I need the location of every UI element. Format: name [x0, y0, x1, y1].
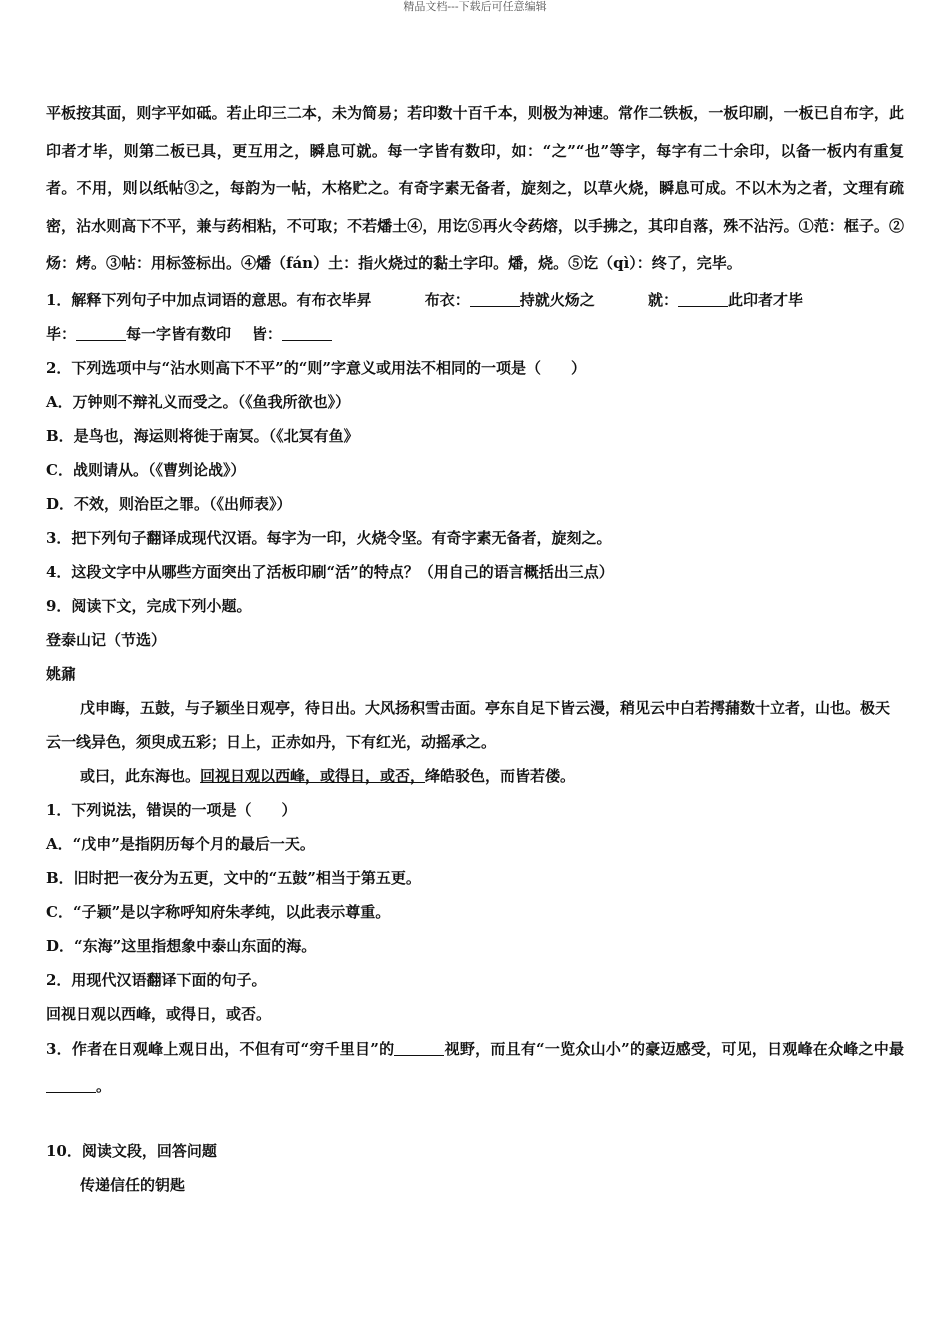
subquestion-1: 1．下列说法，错误的一项是（ ）: [46, 800, 297, 819]
question-2: 2．下列选项中与“沾水则高下不平”的“则”字意义或用法不相同的一项是（ ）: [46, 358, 586, 377]
option-c: C．“子颖”是以字称呼知府朱孝纯，以此表示尊重。: [46, 902, 391, 921]
question-3: 3．把下列句子翻译成现代汉语。每字为一印，火烧令坚。有奇字素无备者，旋刻之。: [46, 528, 612, 547]
text: 3．作者在日观峰上观日出，不但有可“穷千里目”的: [46, 1039, 395, 1058]
item-label: 布衣：: [424, 290, 470, 309]
option-c: C．战则请从。（《曹刿论战》）: [46, 460, 246, 479]
underlined-sentence: 回视日观以西峰，或得日，或否，: [200, 766, 426, 785]
question-9-heading: 9．阅读下文，完成下列小题。: [46, 596, 252, 615]
answer-blank[interactable]: [394, 1039, 444, 1056]
option-b: B．旧时把一夜分为五更，文中的“五鼓”相当于第五更。: [46, 868, 421, 887]
passage-paragraph: [46, 759, 904, 793]
option-b: B．是鸟也，海运则将徙于南冥。（《北冥有鱼》: [46, 426, 359, 445]
answer-blank[interactable]: [76, 324, 126, 341]
answer-blank[interactable]: [282, 324, 332, 341]
passage-paragraph: 戊申晦，五鼓，与子颖坐日观亭，待日出。大风扬积雪击面。亭东自足下皆云漫，稍见云中白若摴蒱数十立者，山也。极天云一线异色，须臾成五彩；日上，正赤如丹，下有红光，动摇承之。: [46, 698, 891, 751]
option-a: A．万钟则不辩礼义而受之。（《鱼我所欲也》）: [46, 392, 351, 411]
question-1-text: 1．解释下列句子中加点词语的意思。有布衣毕昇: [46, 290, 372, 309]
item-text: 此印者才毕: [727, 290, 803, 309]
item-label: 毕：: [46, 324, 77, 343]
item-text: 每一字皆有数印: [126, 324, 232, 343]
option-d: D．“东海”这里指想象中泰山东面的海。: [46, 936, 317, 955]
spacer: [46, 1106, 904, 1134]
option-a: A．“戊申”是指阴历每个月的最后一天。: [46, 834, 315, 853]
answer-blank[interactable]: [678, 290, 728, 307]
item-text: 持就火炀之: [519, 290, 595, 309]
question-1-line-2: [46, 317, 904, 351]
text: 。: [96, 1077, 112, 1095]
document-body: [46, 95, 904, 1202]
question-10-heading: 10．阅读文段，回答问题: [46, 1141, 217, 1160]
question-4: 4．这段文字中从哪些方面突出了活板印刷“活”的特点？（用自己的语言概括出三点）: [46, 562, 614, 581]
passage-paragraph: 平板按其面，则字平如砥。若止印三二本，未为简易；若印数十百千本，则极为神速。常作二铁板，一板印刷，一板已自布字，此印者才毕，则第二板已具，更互用之，瞬息可就。每一字皆有数印，如：“之”“也”等字，每字有二十余印，以备一板内有重复者。不用，则以纸帖③之，每韵为一帖，木格贮之。有奇字素无备者，旋刻之，以草火烧，瞬息可成。不以木为之者，文理有疏密，沾水则高下不平，兼与药相粘，不可取；不若燔土④，用讫⑤再火令药熔，以手拂之，其印自落，殊不沾污。①范：框子。②炀：烤。③帖：用标签标出。④燔（fán）土：指火烧过的黏土字印。燔，烧。⑤讫（qì）：终了，完毕。: [46, 104, 904, 272]
text: 或曰，此东海也。: [80, 766, 201, 785]
passage-author: 姚鼐: [46, 664, 77, 683]
option-d: D．不效，则治臣之罪。（《出师表》）: [46, 494, 292, 513]
item-label: 皆：: [251, 324, 282, 343]
page-header: 精品文档---下载后可任意编辑: [403, 0, 547, 13]
subquestion-2: 2．用现代汉语翻译下面的句子。: [46, 970, 267, 989]
question-1-line: [46, 283, 904, 317]
passage-title: 登泰山记（节选）: [46, 630, 167, 649]
text: 视野，而且有“一览众山小”的豪迈感受，可见，日观峰在众峰之中最: [444, 1039, 904, 1058]
item-label: 就：: [647, 290, 678, 309]
subquestion-3: [46, 1031, 904, 1106]
translate-sentence: 回视日观以西峰，或得日，或否。: [46, 1004, 272, 1023]
passage-title: 传递信任的钥匙: [80, 1175, 186, 1194]
text: 绛皓驳色，而皆若偻。: [425, 766, 576, 785]
answer-blank[interactable]: [470, 290, 520, 307]
answer-blank[interactable]: [46, 1076, 96, 1093]
